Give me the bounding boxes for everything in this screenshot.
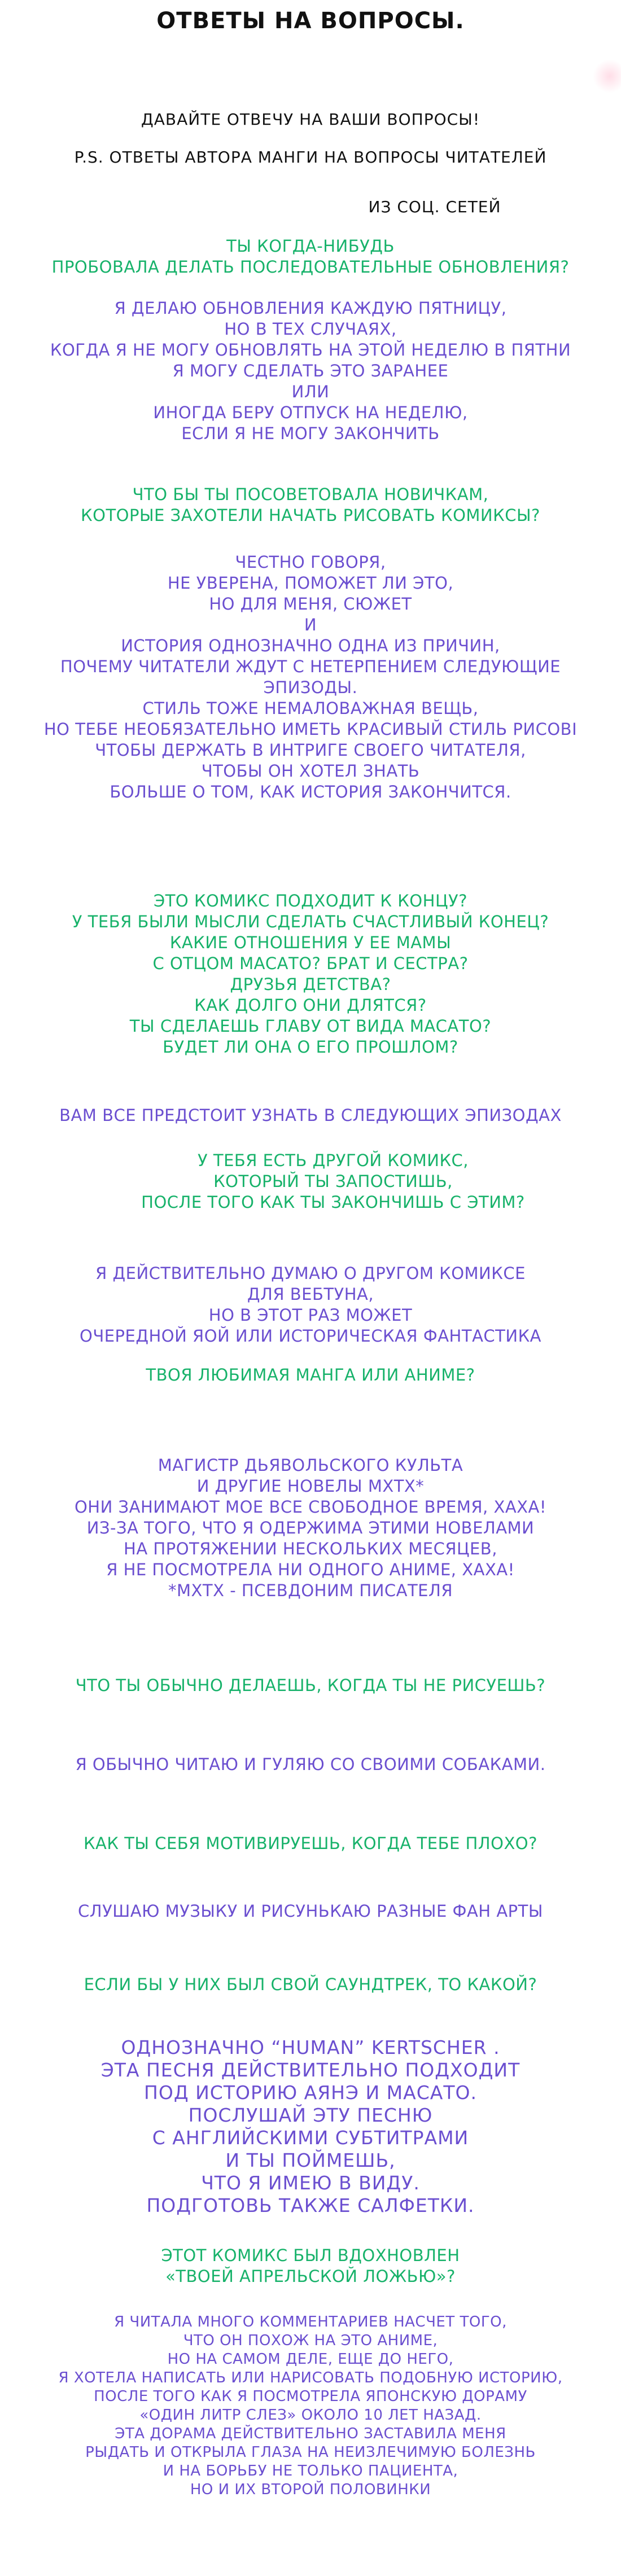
answer-6: Я ОБЫЧНО ЧИТАЮ И ГУЛЯЮ СО СВОИМИ СОБАКАМИ. [75,1755,546,1774]
question-2: ЧТО БЫ ТЫ ПОСОВЕТОВАЛА НОВИЧКАМ, КОТОРЫЕ ЗАХОТЕЛИ НАЧАТЬ РИСОВАТЬ КОМИКСЫ? [81,485,540,525]
intro-line: P.S. ОТВЕТЫ АВТОРА МАНГИ НА ВОПРОСЫ ЧИТАТЕЛЕЙ [74,148,547,167]
question-4: У ТЕБЯ ЕСТЬ ДРУГОЙ КОМИКС, КОТОРЫЙ ТЫ ЗАПОСТИШЬ, ПОСЛЕ ТОГО КАК ТЫ ЗАКОНЧИШЬ С ЭТИМ? [141,1151,525,1212]
intro-line: ДАВАЙТЕ ОТВЕЧУ НА ВАШИ ВОПРОСЫ! [141,110,480,129]
answer-9: Я ЧИТАЛА МНОГО КОММЕНТАРИЕВ НАСЧЕТ ТОГО, ЧТО ОН ПОХОЖ НА ЭТО АНИМЕ, НО НА САМОМ ДЕЛЕ, ЕЩЕ ДО НЕГО, Я ХОТЕЛА НАПИСАТЬ ИЛИ НАРИСОВАТЬ ПОДОБНУЮ ИСТОРИЮ, ПОСЛЕ ТОГО КАК Я ПОСМОТРЕЛА ЯПОНСКУЮ ДОРАМУ «ОДИН ЛИТР СЛЕЗ» ОКОЛО 10 ЛЕТ НАЗАД. ЭТА ДОРАМА ДЕЙСТВИТЕЛЬНО ЗАСТАВИЛА МЕНЯ РЫДАТЬ И ОТКРЫЛА ГЛАЗА НА НЕИЗЛЕЧИМУЮ БОЛЕЗНЬ И НА БОРЬБУ НЕ ТОЛЬКО ПАЦИЕНТА, НО И ИХ ВТОРОЙ ПОЛОВИНКИ [58,2314,563,2498]
question-8: ЕСЛИ БЫ У НИХ БЫЛ СВОЙ САУНДТРЕК, ТО КАКОЙ? [84,1975,537,1994]
question-1: ТЫ КОГДА-НИБУДЬ ПРОБОВАЛА ДЕЛАТЬ ПОСЛЕДОВАТЕЛЬНЫЕ ОБНОВЛЕНИЯ? [51,236,570,277]
question-6: ЧТО ТЫ ОБЫЧНО ДЕЛАЕШЬ, КОГДА ТЫ НЕ РИСУЕШЬ? [75,1676,546,1695]
page-title: ОТВЕТЫ НА ВОПРОСЫ. [156,8,465,34]
question-9: ЭТОТ КОМИКС БЫЛ ВДОХНОВЛЕН «ТВОЕЙ АПРЕЛЬСКОЙ ЛОЖЬЮ»? [161,2246,460,2286]
question-3: ЭТО КОМИКС ПОДХОДИТ К КОНЦУ? У ТЕБЯ БЫЛИ МЫСЛИ СДЕЛАТЬ СЧАСТЛИВЫЙ КОНЕЦ? КАКИЕ ОТНОШЕНИЯ У ЕЕ МАМЫ С ОТЦОМ МАСАТО? БРАТ И СЕСТРА? ДРУЗЬЯ ДЕТСТВА? КАК ДОЛГО ОНИ ДЛЯТСЯ? ТЫ СДЕЛАЕШЬ ГЛАВУ ОТ ВИДА МАСАТО? БУДЕТ ЛИ ОНА О ЕГО ПРОШЛОМ? [72,891,549,1057]
answer-3: ВАМ ВСЕ ПРЕДСТОИТ УЗНАТЬ В СЛЕДУЮЩИХ ЭПИЗОДАХ [59,1106,562,1125]
answer-8: ОДНОЗНАЧНО “HUMAN” KERTSCHER . ЭТА ПЕСНЯ ДЕЙСТВИТЕЛЬНО ПОДХОДИТ ПОД ИСТОРИЮ АЯНЭ И МАСАТО. ПОСЛУШАЙ ЭТУ ПЕСНЮ С АНГЛИЙСКИМИ СУБТИТРАМИ И ТЫ ПОЙМЕШЬ, ЧТО Я ИМЕЮ В ВИДУ. ПОДГОТОВЬ ТАКЖЕ САЛФЕТКИ. [100,2036,521,2216]
question-7: КАК ТЫ СЕБЯ МОТИВИРУЕШЬ, КОГДА ТЕБЕ ПЛОХО? [83,1834,538,1853]
intro-line: ИЗ СОЦ. СЕТЕЙ [368,198,501,216]
answer-4: Я ДЕЙСТВИТЕЛЬНО ДУМАЮ О ДРУГОМ КОМИКСЕ ДЛЯ ВЕБТУНА, НО В ЭТОТ РАЗ МОЖЕТ ОЧЕРЕДНОЙ ЯОЙ ИЛИ ИСТОРИЧЕСКАЯ ФАНТАСТИКА [80,1264,541,1346]
question-5: ТВОЯ ЛЮБИМАЯ МАНГА ИЛИ АНИМЕ? [146,1365,475,1385]
answer-7: СЛУШАЮ МУЗЫКУ И РИСУНЬКАЮ РАЗНЫЕ ФАН АРТЫ [78,1902,543,1921]
answer-5: МАГИСТР ДЬЯВОЛЬСКОГО КУЛЬТА И ДРУГИЕ НОВЕЛЫ МХТХ* ОНИ ЗАНИМАЮТ МОЕ ВСЕ СВОБОДНОЕ ВРЕМЯ, ХАХА! ИЗ-ЗА ТОГО, ЧТО Я ОДЕРЖИМА ЭТИМИ НОВЕЛАМИ НА ПРОТЯЖЕНИИ НЕСКОЛЬКИХ МЕСЯЦЕВ, Я НЕ ПОСМОТРЕЛА НИ ОДНОГО АНИМЕ, ХАХА! *МХТХ - ПСЕВДОНИМ ПИСАТЕЛЯ [74,1456,547,1600]
answer-2: ЧЕСТНО ГОВОРЯ, НЕ УВЕРЕНА, ПОМОЖЕТ ЛИ ЭТО, НО ДЛЯ МЕНЯ, СЮЖЕТ И ИСТОРИЯ ОДНОЗНАЧНО ОДНА ИЗ ПРИЧИН, ПОЧЕМУ ЧИТАТЕЛИ ЖДУТ С НЕТЕРПЕНИЕМ СЛЕДУЮЩИЕ ЭПИЗОДЫ. СТИЛЬ ТОЖЕ НЕМАЛОВАЖНАЯ ВЕЩЬ, НО ТЕБЕ НЕОБЯЗАТЕЛЬНО ИМЕТЬ КРАСИВЫЙ СТИЛЬ РИСОВІ ЧТОБЫ ДЕРЖАТЬ В ИНТРИГЕ СВОЕГО ЧИТАТЕЛЯ, ЧТОБЫ ОН ХОТЕЛ ЗНАТЬ БОЛЬШЕ О ТОМ, КАК ИСТОРИЯ ЗАКОНЧИТСЯ. [43,553,578,801]
decorative-blur [593,59,621,93]
answer-1: Я ДЕЛАЮ ОБНОВЛЕНИЯ КАЖДУЮ ПЯТНИЦУ, НО В ТЕХ СЛУЧАЯХ, КОГДА Я НЕ МОГУ ОБНОВЛЯТЬ НА ЭТОЙ НЕДЕЛЮ В ПЯТНИ Я МОГУ СДЕЛАТЬ ЭТО ЗАРАНЕЕ ИЛИ ИНОГДА БЕРУ ОТПУСК НА НЕДЕЛЮ, ЕСЛИ Я НЕ МОГУ ЗАКОНЧИТЬ [50,299,571,443]
